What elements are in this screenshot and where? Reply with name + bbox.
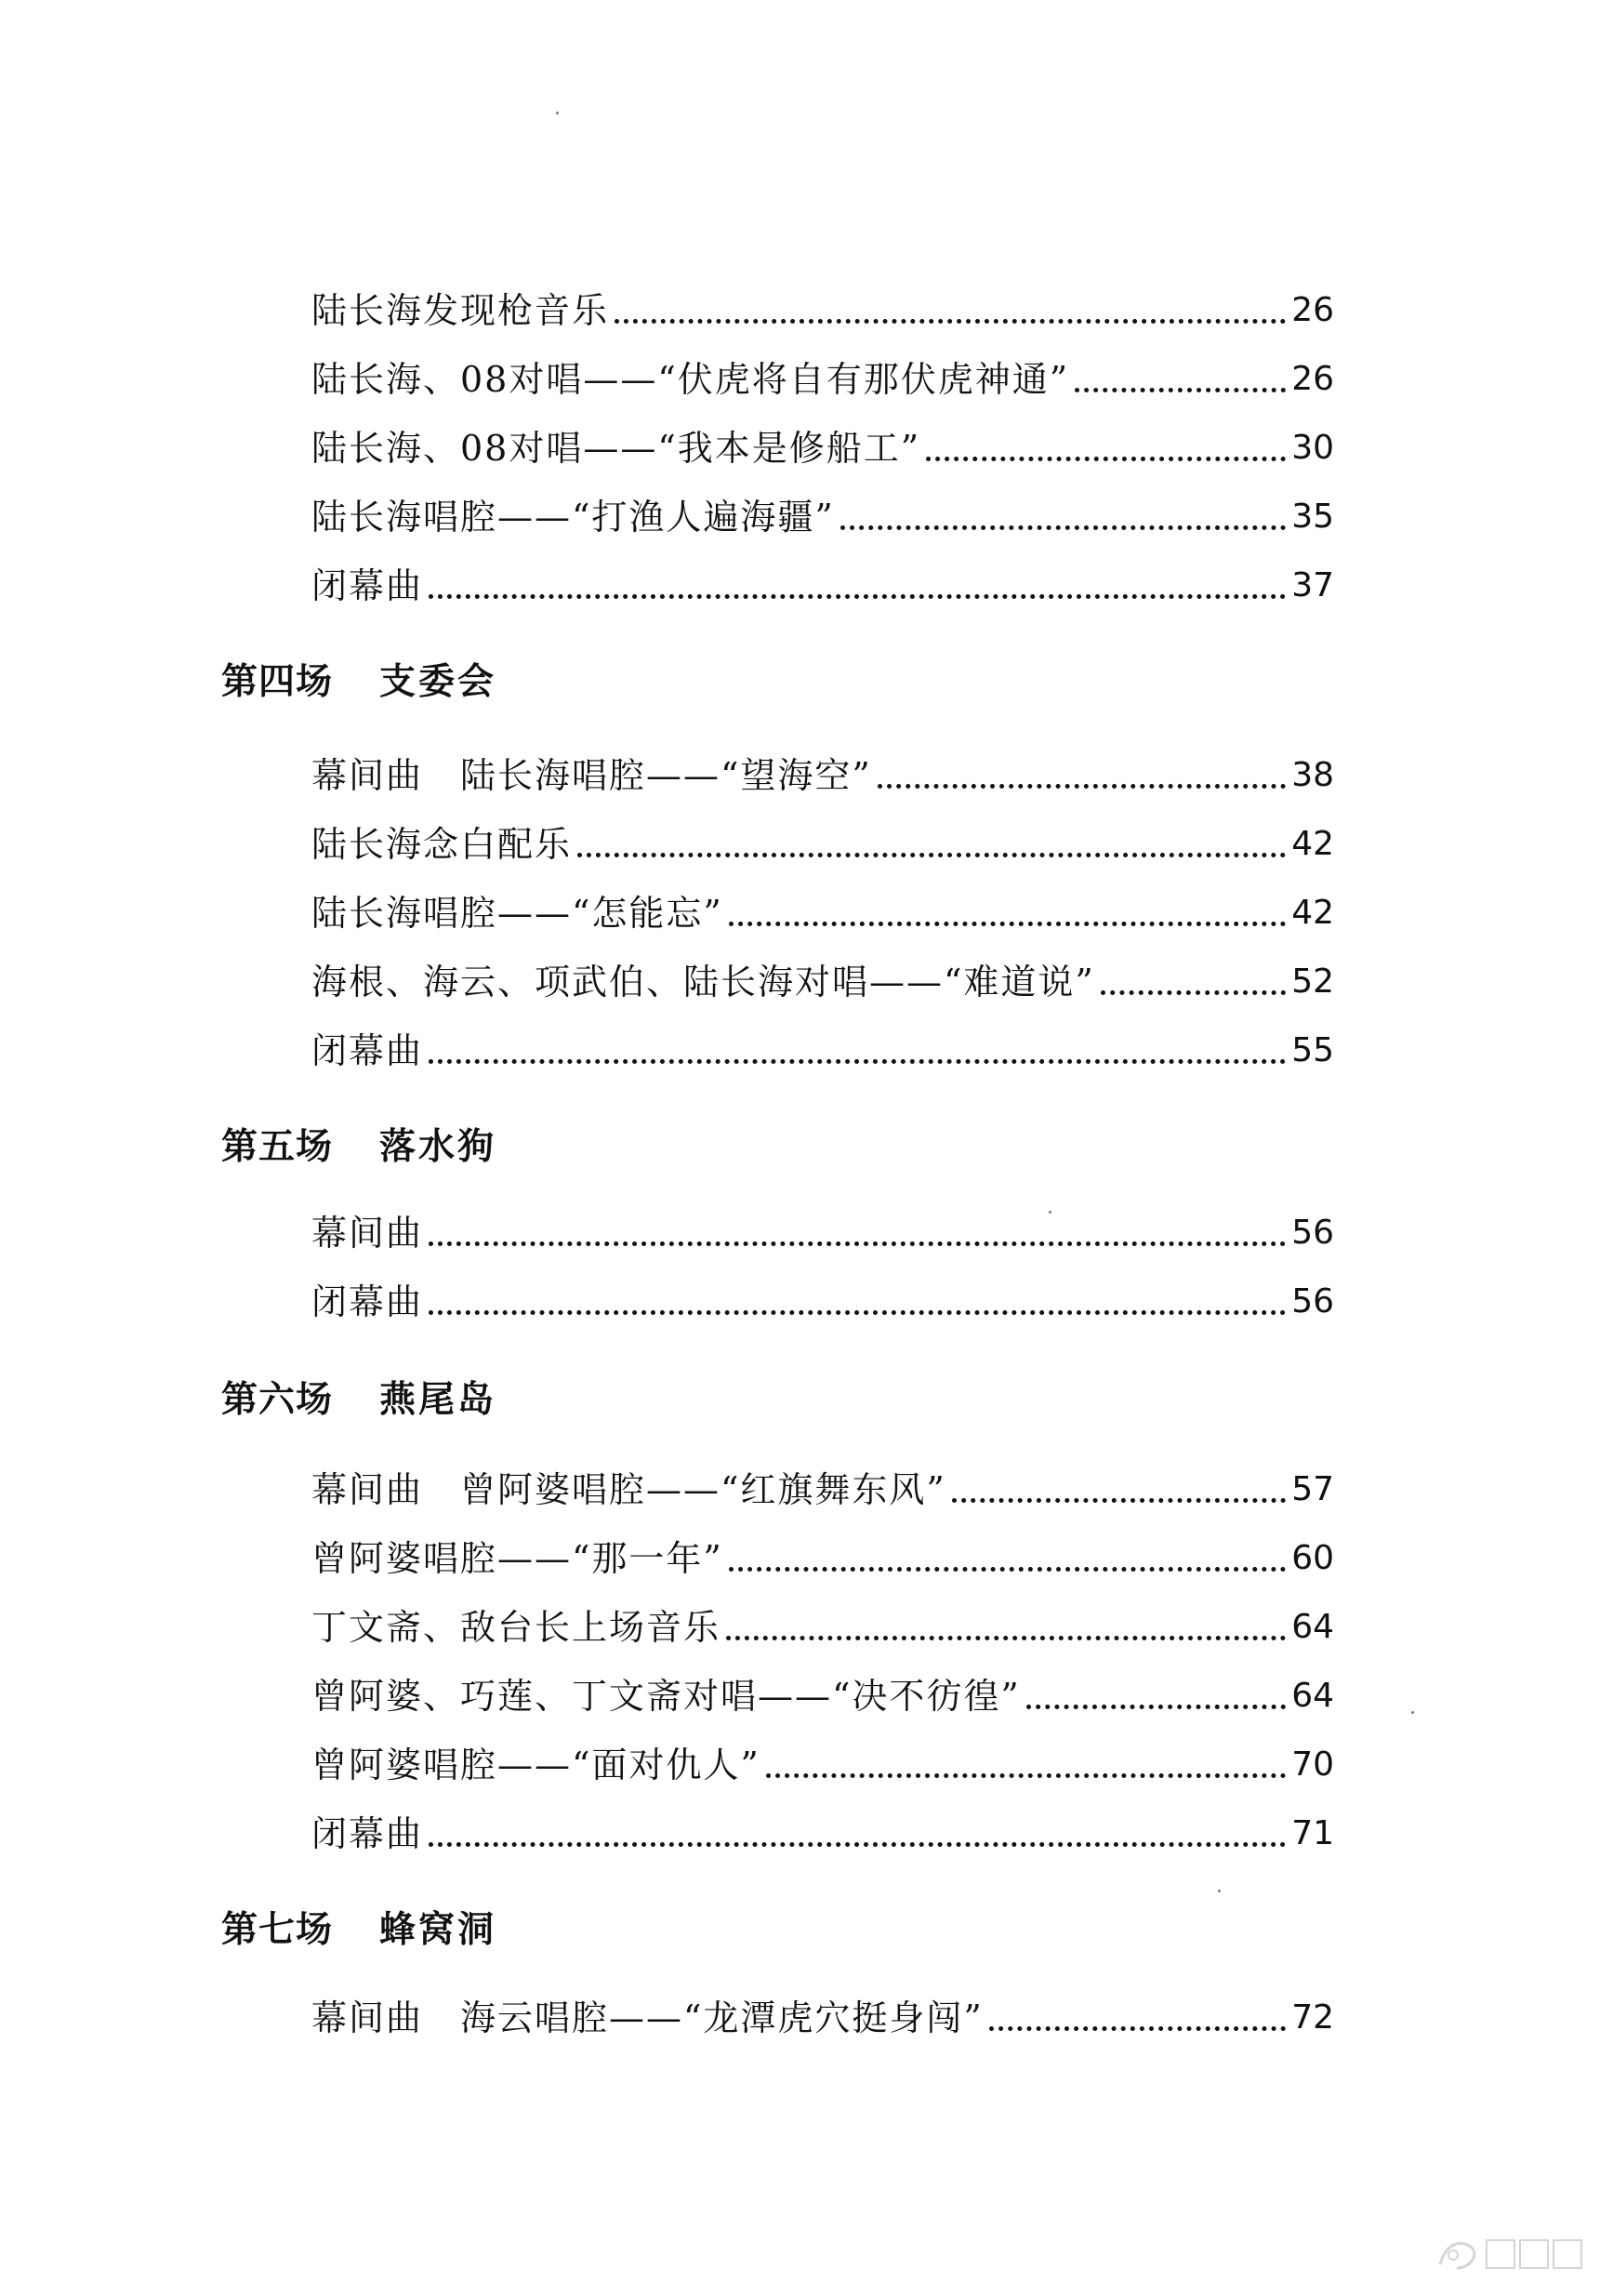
- toc-entry-page: 64: [1291, 1677, 1334, 1715]
- dot-leader: [729, 1567, 1286, 1572]
- toc-entry: [311, 422, 1334, 474]
- toc-entry: [311, 285, 1334, 337]
- dot-leader: [429, 1059, 1286, 1064]
- toc-entry-page: 42: [1291, 825, 1334, 863]
- dot-leader: [726, 1636, 1286, 1640]
- scan-speck: [1411, 1711, 1414, 1714]
- section-number: 第四场: [221, 661, 334, 703]
- toc-entry-page: 42: [1291, 894, 1334, 932]
- dot-leader: [615, 319, 1286, 324]
- section-number: 第六场: [221, 1379, 334, 1421]
- toc-entry: [311, 818, 1334, 870]
- toc-entry-page: 56: [1291, 1282, 1334, 1321]
- toc-entry-page: 26: [1291, 360, 1334, 398]
- toc-entry: [311, 353, 1334, 405]
- toc-entry-title: 陆长海、08对唱——“我本是修船工”: [311, 428, 921, 469]
- toc-entry: [311, 1207, 1334, 1259]
- section-name: 蜂窝洞: [379, 1909, 497, 1951]
- toc-entry-title: 闭幕曲: [311, 1030, 424, 1071]
- section-heading: [221, 1120, 496, 1175]
- toc-entry-title: 闭幕曲: [311, 1281, 424, 1322]
- toc-entry-page: 56: [1291, 1214, 1334, 1252]
- toc-entry: [311, 1992, 1334, 2044]
- section-number: 第七场: [221, 1909, 334, 1951]
- section-name: 支委会: [379, 661, 497, 703]
- dot-leader: [926, 457, 1286, 461]
- toc-entry: [311, 1601, 1334, 1653]
- toc-entry-page: 70: [1291, 1745, 1334, 1784]
- toc-entry: [311, 1670, 1334, 1722]
- toc-entry-title: 闭幕曲: [311, 1813, 424, 1854]
- toc-entry-title: 丁文斋、敌台长上场音乐: [311, 1607, 721, 1648]
- toc-entry: [311, 560, 1334, 612]
- dot-leader: [429, 1842, 1286, 1847]
- toc-entry: [311, 1808, 1334, 1860]
- scan-speck: [1218, 1890, 1221, 1892]
- section-heading: [221, 1373, 496, 1428]
- toc-entry-title: 海根、海云、项武伯、陆长海对唱——“难道说”: [311, 962, 1095, 1002]
- toc-entry-title: 陆长海唱腔——“怎能忘”: [311, 893, 723, 934]
- section-name: 落水狗: [379, 1126, 497, 1168]
- toc-entry-title: 陆长海发现枪音乐: [311, 290, 610, 331]
- toc-entry: [311, 1025, 1334, 1077]
- toc-entry-title: 闭幕曲: [311, 565, 424, 606]
- toc-entry: [311, 956, 1334, 1008]
- toc-entry-page: 71: [1291, 1814, 1334, 1852]
- toc-entry: [311, 1533, 1334, 1585]
- toc-entry: [311, 887, 1334, 939]
- section-heading: [221, 655, 496, 710]
- toc-entry-page: 64: [1291, 1608, 1334, 1646]
- dot-leader: [729, 922, 1286, 926]
- dot-leader: [840, 525, 1286, 530]
- toc-entry-page: 37: [1291, 566, 1334, 604]
- section-heading: [221, 1903, 496, 1958]
- section-number: 第五场: [221, 1126, 334, 1168]
- dot-leader: [429, 594, 1286, 599]
- watermark-logo-icon: [1433, 2227, 1591, 2279]
- toc-entry-title: 陆长海唱腔——“打渔人遍海疆”: [311, 497, 835, 538]
- toc-entry: [311, 750, 1334, 802]
- dot-leader: [952, 1498, 1286, 1503]
- scan-speck: [556, 112, 559, 114]
- toc-entry-page: 72: [1291, 1998, 1334, 2037]
- toc-entry: [311, 1276, 1334, 1328]
- toc-entry-title: 幕间曲 海云唱腔——“龙潭虎穴挺身闯”: [311, 1997, 984, 2038]
- toc-entry-title: 陆长海念白配乐: [311, 824, 573, 865]
- toc-entry: [311, 1739, 1334, 1791]
- dot-leader: [878, 784, 1286, 789]
- toc-entry-page: 57: [1291, 1470, 1334, 1508]
- toc-entry-title: 幕间曲 曾阿婆唱腔——“红旗舞东风”: [311, 1469, 946, 1510]
- toc-entry: [311, 1464, 1334, 1516]
- dot-leader: [989, 2026, 1286, 2031]
- toc-entry-title: 幕间曲: [311, 1213, 424, 1254]
- dot-leader: [429, 1310, 1286, 1315]
- toc-entry-page: 38: [1291, 756, 1334, 794]
- section-name: 燕尾岛: [379, 1379, 497, 1421]
- toc-entry-page: 52: [1291, 962, 1334, 1001]
- toc-entry-title: 幕间曲 陆长海唱腔——“望海空”: [311, 755, 872, 796]
- toc-entry-page: 60: [1291, 1539, 1334, 1577]
- toc-entry: [311, 491, 1334, 543]
- dot-leader: [1075, 388, 1286, 392]
- dot-leader: [429, 1241, 1286, 1246]
- toc-entry-page: 55: [1291, 1031, 1334, 1069]
- toc-entry-title: 曾阿婆、巧莲、丁文斋对唱——“决不彷徨”: [311, 1676, 1021, 1717]
- toc-entry-title: 陆长海、08对唱——“伏虎将自有那伏虎神通”: [311, 359, 1070, 400]
- toc-entry-title: 曾阿婆唱腔——“那一年”: [311, 1538, 723, 1579]
- dot-leader: [766, 1773, 1286, 1778]
- dot-leader: [1101, 990, 1286, 995]
- toc-entry-page: 30: [1291, 429, 1334, 467]
- dot-leader: [577, 853, 1286, 857]
- toc-entry-page: 35: [1291, 498, 1334, 536]
- dot-leader: [1026, 1705, 1286, 1709]
- scan-speck: [1049, 1211, 1051, 1214]
- toc-entry-page: 26: [1291, 291, 1334, 329]
- toc-entry-title: 曾阿婆唱腔——“面对仇人”: [311, 1745, 760, 1785]
